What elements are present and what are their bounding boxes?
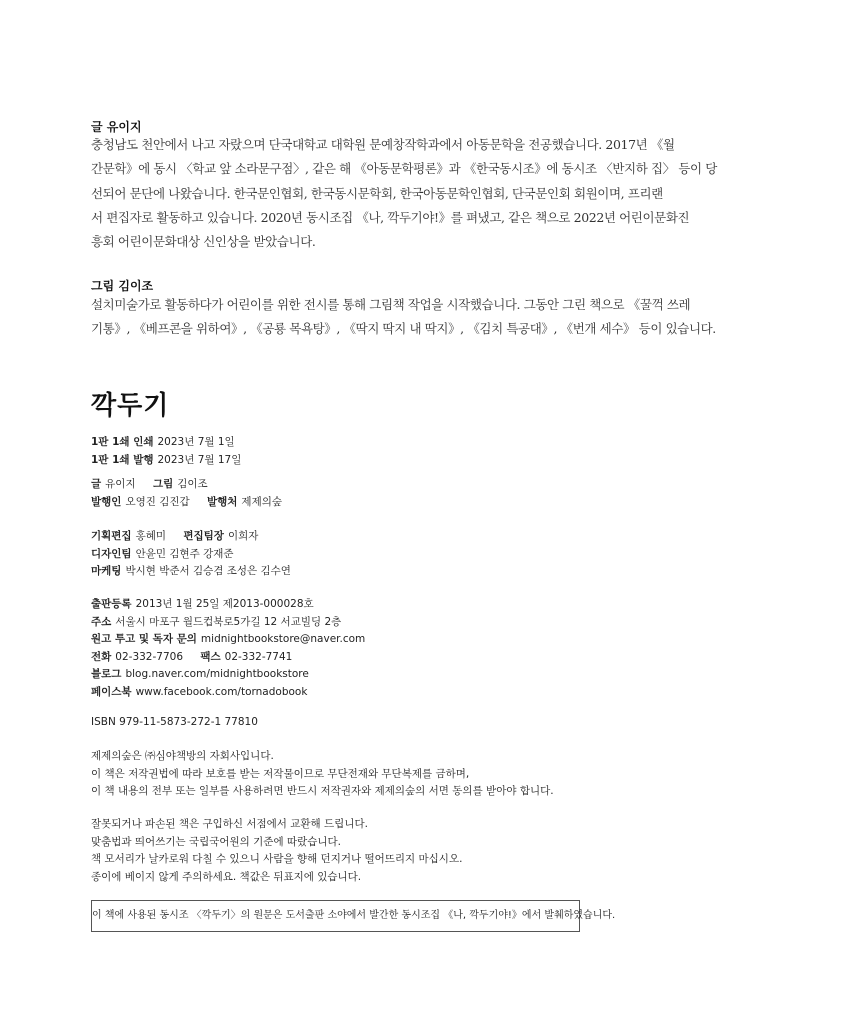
care-notice [91,816,651,886]
design-label: 디자인팀 [91,547,132,560]
team-lead-label: 편집팀장 [183,530,224,542]
illustrator-bio [91,293,719,342]
care-line: 맞춤법과 띄어쓰기는 국립국어원의 기준에 따랐습니다. [91,835,341,848]
care-line: 종이에 베이지 않게 주의하세요. 책값은 뒤표지에 있습니다. [91,870,362,883]
registration-label: 출판등록 [91,598,132,610]
blog-link[interactable]: blog.naver.com/midnightbookstore [125,668,309,681]
credits-info [91,476,651,511]
author-heading: 글 유이지 [91,120,142,134]
blog-label: 블로그 [91,668,122,681]
design-names: 안윤민 김현주 강재준 [135,547,234,560]
registration-value: 2013년 1월 25일 제2013-000028호 [135,598,314,610]
rights-notice [91,748,651,801]
writer-name: 유이지 [105,478,136,490]
address-value: 서울시 마포구 월드컵북로5가길 12 서교빌딩 2층 [115,615,342,628]
facebook-label: 페이스북 [91,685,132,698]
publisher-name: 제제의숲 [241,495,282,508]
artist-name: 김이조 [177,478,208,490]
phone-label: 전화 [91,650,112,663]
care-line: 책 모서리가 날카로워 다칠 수 있으니 사람을 향해 던지거나 떨어뜨리지 마십시오. [91,853,463,866]
publisher-person: 오영진 김진갑 [125,495,190,508]
author-bio [91,133,719,254]
fax-value: 02-332-7741 [224,650,293,663]
marketing-names: 박시현 박준서 김승겸 조성은 김수연 [125,565,291,578]
edition-info [91,434,651,469]
print-label: 1판 1쇄 인쇄 [91,436,154,448]
inquiry-label: 원고 투고 및 독자 문의 [91,633,197,646]
publish-date: 2023년 7월 17일 [157,453,242,466]
book-title: 깍두기 [91,391,170,421]
author-bio-line: 선되어 문단에 나왔습니다. 한국문인협회, 한국동시문학회, 한국아동문학인협회, 단국문인회 회원이며, 프리랜 [91,185,663,201]
illustrator-heading: 그림 김이조 [91,279,154,293]
rights-line: 이 책 내용의 전부 또는 일부를 사용하려면 반드시 저작권자와 제제의숲의 서면 동의를 받아야 합니다. [91,785,554,798]
rights-line: 이 책은 저작권법에 따라 보호를 받는 저작물이므로 무단전재와 무단복제를 금하며, [91,767,470,780]
artist-label: 그림 [152,478,174,490]
publisher-label: 발행처 [206,495,238,508]
source-note: 이 책에 사용된 동시조 〈깍두기〉의 원문은 도서출판 소야에서 발간한 동시조집 《나, 깍두기야!》에서 발췌하였습니다. [92,910,616,921]
isbn: ISBN 979-11-5873-272-1 77810 [91,716,258,728]
contact-info [91,596,651,702]
fax-label: 팩스 [200,650,221,663]
isbn-info [91,714,651,732]
marketing-label: 마케팅 [91,565,122,578]
author-bio-line: 흥회 어린이문화대상 신인상을 받았습니다. [91,234,316,250]
team-lead-name: 이희자 [227,530,259,542]
facebook-link[interactable]: www.facebook.com/tornadobook [135,685,308,698]
address-label: 주소 [91,615,112,628]
inquiry-email[interactable]: midnightbookstore@naver.com [200,633,366,646]
care-line: 잘못되거나 파손된 책은 구입하신 서점에서 교환해 드립니다. [91,818,368,830]
phone-value: 02-332-7706 [115,650,183,663]
publisher-person-label: 발행인 [91,495,122,508]
author-bio-line: 서 편집자로 활동하고 있습니다. 2020년 동시조집 《나, 깍두기야!》를 펴냈고, 같은 책으로 2022년 어린이문화진 [91,209,690,225]
staff-info [91,528,651,581]
author-bio-line: 간문학》에 동시 〈학교 앞 소라문구점〉, 같은 해 《아동문학평론》과 《한국동시조》에 동시조 〈반지하 집〉 등이 당 [91,161,717,177]
print-date: 2023년 7월 1일 [157,436,235,448]
planning-label: 기획편집 [91,530,132,542]
planning-name: 홍혜미 [135,530,167,542]
author-bio-line: 충청남도 천안에서 나고 자랐으며 단국대학교 대학원 문예창작학과에서 아동문학을 전공했습니다. 2017년 《월 [91,137,675,152]
illustrator-bio-line: 설치미술가로 활동하다가 어린이를 위한 전시를 통해 그림책 작업을 시작했습니다. 그동안 그린 책으로 《꿀꺽 쓰레 [91,297,691,312]
writer-label: 글 [91,478,102,490]
rights-line: 제제의숲은 ㈜심야책방의 자회사입니다. [91,750,274,762]
publish-label: 1판 1쇄 발행 [91,453,154,466]
illustrator-bio-line: 기통》, 《베프콘을 위하여》, 《공룡 목욕탕》, 《딱지 딱지 내 딱지》, 《김치 특공대》, 《번개 세수》 등이 있습니다. [91,321,716,337]
source-note-box [91,900,616,932]
